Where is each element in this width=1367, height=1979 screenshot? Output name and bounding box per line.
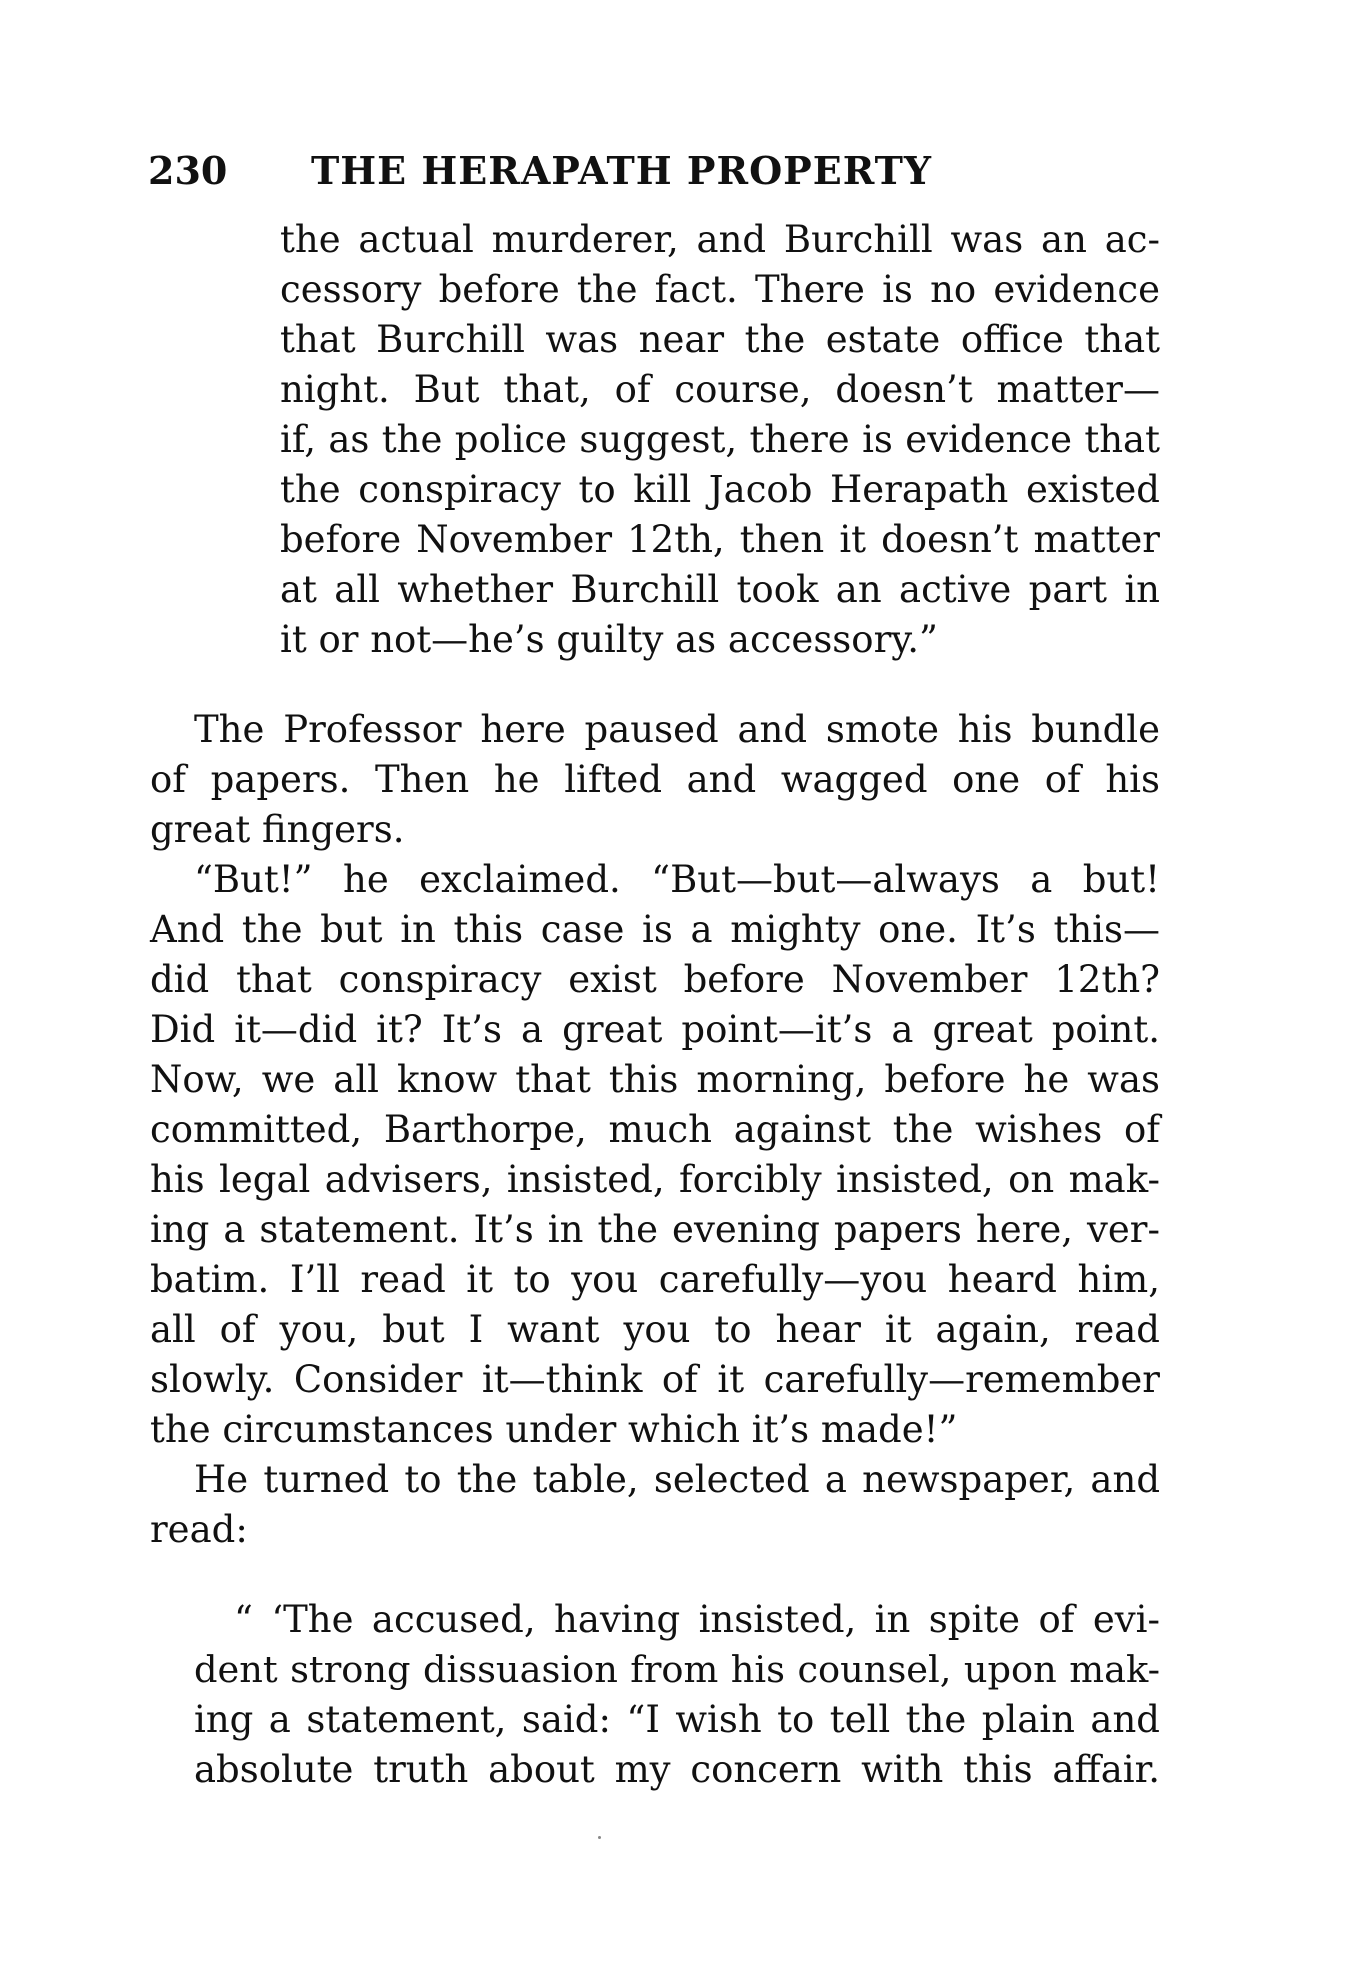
text-line: batim. I’ll read it to you carefully—you heard him,	[150, 1258, 1160, 1301]
text-line: the actual murderer, and Burchill was an ac-	[280, 218, 1160, 261]
scan-speck	[598, 1836, 601, 1839]
text-line: of papers. Then he lifted and wagged one of his	[150, 758, 1160, 801]
text-line: absolute truth about my concern with this affair.	[194, 1748, 1160, 1791]
text-line: “ ‘The accused, having insisted, in spite of evi-	[234, 1598, 1160, 1641]
text-line: And the but in this case is a mighty one. It’s this—	[150, 908, 1160, 951]
text-line: He turned to the table, selected a newspaper, and	[194, 1458, 1160, 1501]
text-line: at all whether Burchill took an active part in	[280, 568, 1160, 611]
text-line: did that conspiracy exist before November 12th?	[150, 958, 1160, 1001]
running-title: THE HERAPATH PROPERTY	[311, 148, 933, 193]
text-line: the circumstances under which it’s made!”	[150, 1408, 958, 1451]
text-line: it or not—he’s guilty as accessory.”	[280, 618, 938, 661]
text-line: cessory before the fact. There is no evidence	[280, 268, 1160, 311]
text-line: Now, we all know that this morning, before he was	[150, 1058, 1160, 1101]
text-line: that Burchill was near the estate office that	[280, 318, 1160, 361]
text-line: before November 12th, then it doesn’t matter	[280, 518, 1160, 561]
text-line: his legal advisers, insisted, forcibly insisted, on mak-	[150, 1158, 1160, 1201]
text-line: the conspiracy to kill Jacob Herapath existed	[280, 468, 1160, 511]
text-line: Did it—did it? It’s a great point—it’s a great point.	[150, 1008, 1160, 1051]
text-line: slowly. Consider it—think of it carefully—remember	[150, 1358, 1160, 1401]
text-line: dent strong dissuasion from his counsel, upon mak-	[194, 1648, 1160, 1691]
text-line: committed, Barthorpe, much against the wishes of	[150, 1108, 1160, 1151]
text-line: great fingers.	[150, 808, 405, 851]
text-line: night. But that, of course, doesn’t matter—	[280, 368, 1160, 411]
text-line: if, as the police suggest, there is evidence that	[280, 418, 1160, 461]
page-header	[148, 148, 1168, 200]
page-number: 230	[148, 148, 228, 193]
text-line: “But!” he exclaimed. “But—but—always a but!	[194, 858, 1160, 901]
text-line: read:	[150, 1508, 248, 1551]
text-line: ing a statement, said: “I wish to tell the plain and	[194, 1698, 1160, 1741]
text-line: ing a statement. It’s in the evening papers here, ver-	[150, 1208, 1160, 1251]
text-line: The Professor here paused and smote his bundle	[194, 708, 1160, 751]
text-line: all of you, but I want you to hear it again, read	[150, 1308, 1160, 1351]
